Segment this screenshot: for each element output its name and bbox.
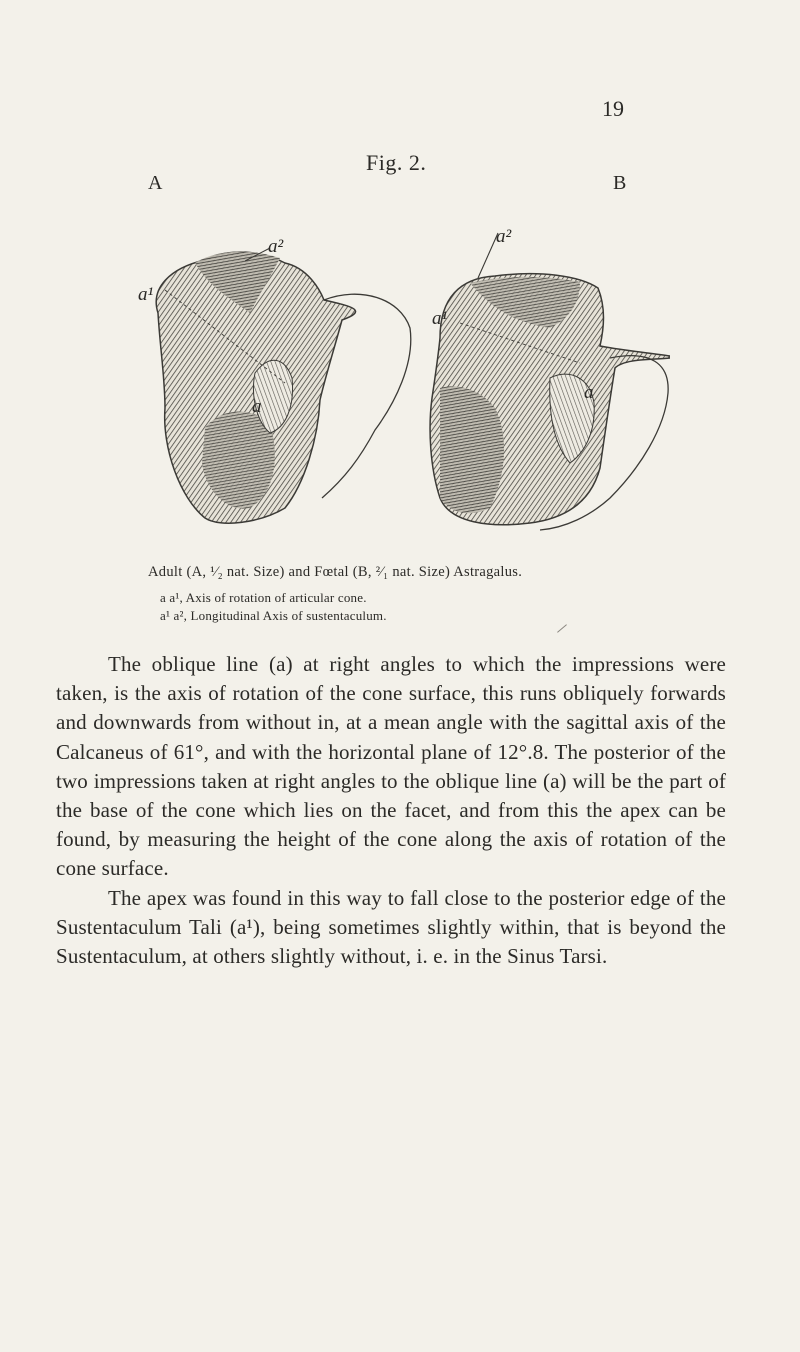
panel-b-label: B bbox=[613, 172, 627, 194]
label-a2-panel-a: a² bbox=[268, 236, 284, 257]
stray-mark bbox=[557, 624, 567, 632]
panel-b-drawing bbox=[430, 233, 670, 530]
label-a2-panel-b: a² bbox=[496, 226, 512, 247]
label-a1-panel-b: a¹ bbox=[432, 308, 448, 329]
astragalus-figure bbox=[110, 178, 670, 548]
figure-legend-2: a¹ a², Longitudinal Axis of sustentaculum. bbox=[160, 608, 387, 623]
page-number: 19 bbox=[602, 96, 624, 121]
figure-caption: Adult (A, ¹⁄₂ nat. Size) and Fœtal (B, ²⁄₁ nat. Size) Astragalus. bbox=[148, 564, 523, 580]
label-a-panel-b: a bbox=[584, 382, 594, 403]
body-text bbox=[56, 650, 726, 971]
paragraph-1: The oblique line (a) at right angles to which the impressions were taken, is the axis of rotation of the cone surface, this runs obliquely forwards and downwards from without in, at a mean angle with the sagittal axis of the Calcaneus of 61°, and with the horizontal plane of 12°.8. The posterior of the two impressions taken at right angles to the oblique line (a) will be the part of the base of the cone which lies on the facet, and from this the apex can be found, by measuring the height of the cone along the axis of rotation of the cone surface. bbox=[56, 652, 726, 881]
panel-a-label: A bbox=[148, 172, 163, 194]
figure-legend-1: a a¹, Axis of rotation of articular cone. bbox=[160, 590, 367, 605]
label-a1-panel-a: a¹ bbox=[138, 284, 154, 305]
label-a-panel-a: a bbox=[252, 396, 262, 417]
panel-a-drawing bbox=[156, 248, 411, 523]
panel-b-a2-leader bbox=[478, 233, 498, 278]
figure-title: Fig. 2. bbox=[366, 150, 427, 175]
paragraph-2: The apex was found in this way to fall close to the posterior edge of the Sustentaculum Tali (a¹), being sometimes slightly within, that is beyond the Sustentaculum, at others slightly without, i. e. in the Sinus Tarsi. bbox=[56, 885, 726, 969]
